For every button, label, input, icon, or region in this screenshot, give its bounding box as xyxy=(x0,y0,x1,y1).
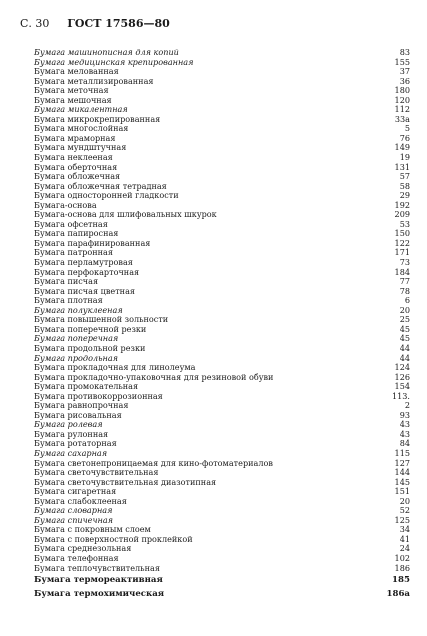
index-term: Бумага-основа xyxy=(34,199,97,210)
index-page-ref: 78 xyxy=(399,285,410,296)
index-page-ref: 6 xyxy=(404,295,410,306)
index-term: Бумага с покровным слоем xyxy=(34,524,151,535)
index-page-ref: 184 xyxy=(394,266,410,277)
index-term: Бумага прокладочно-упаковочная для резиновой обуви xyxy=(34,371,274,382)
index-page-ref: 171 xyxy=(394,247,410,258)
index-page-ref: 127 xyxy=(394,457,410,468)
index-page-ref: 19 xyxy=(399,152,410,163)
index-term: Бумага ролевая xyxy=(34,419,103,430)
page-number: С. 30 xyxy=(20,17,50,30)
index-page-ref: 34 xyxy=(399,524,410,535)
index-term: Бумага полуклееная xyxy=(34,304,123,315)
index-row xyxy=(34,573,410,587)
index-page-ref: 57 xyxy=(399,171,410,182)
index-page-ref: 29 xyxy=(399,190,410,201)
index-page-ref: 20 xyxy=(399,304,410,315)
index-page-ref: 131 xyxy=(394,161,410,172)
index-term: Бумага прокладочная для линолеума xyxy=(34,362,196,373)
index-page-ref: 150 xyxy=(394,228,410,239)
index-page-ref: 124 xyxy=(394,362,410,373)
index-term: Бумага медицинская крепированная xyxy=(34,56,194,67)
index-page-ref: 120 xyxy=(394,94,410,105)
index-term: Бумага светонепроницаемая для кино-фотоматериалов xyxy=(34,457,273,468)
index-term: Бумага-основа для шлифовальных шкурок xyxy=(34,209,217,220)
index-term: Бумага равнопрочная xyxy=(34,400,129,411)
index-page-ref: 112 xyxy=(394,104,410,115)
index-page-ref: 58 xyxy=(399,180,410,191)
index-term: Бумага повышенной зольности xyxy=(34,314,169,325)
index-page-ref: 115 xyxy=(394,447,410,458)
index-page-ref: 144 xyxy=(394,467,410,478)
index-term: Бумага ротаторная xyxy=(34,438,117,449)
index-page-ref: 93 xyxy=(399,409,410,420)
index-term: Бумага сахарная xyxy=(34,447,108,458)
index-term: Бумага патронная xyxy=(34,247,113,258)
index-page-ref: 186а xyxy=(386,589,410,600)
index-term: Бумага папиросная xyxy=(34,228,119,239)
index-term: Бумага неклееная xyxy=(34,152,113,163)
index-page-ref: 41 xyxy=(399,533,410,544)
index-term: Бумага плотная xyxy=(34,295,103,306)
index-term: Бумага словарная xyxy=(34,505,113,516)
index-page-ref: 33а xyxy=(394,113,410,124)
index-term: Бумага металлизированная xyxy=(34,75,154,86)
index-term: Бумага рулонная xyxy=(34,428,109,439)
index-term: Бумага светочувствительная диазотипная xyxy=(34,476,217,487)
index-page-ref: 192 xyxy=(394,199,410,210)
index-page-ref: 185 xyxy=(392,575,410,586)
index-term: Бумага перламутровая xyxy=(34,257,133,268)
index-term: Бумага мундштучная xyxy=(34,142,127,153)
index-term: Бумага меточная xyxy=(34,85,109,96)
index-term: Бумага оберточная xyxy=(34,161,118,172)
index-term: Бумага продольной резки xyxy=(34,342,146,353)
index-page-ref: 154 xyxy=(394,381,410,392)
index-page-ref: 180 xyxy=(394,85,410,96)
index-term: Бумага мешочная xyxy=(34,94,112,105)
index-page-ref: 77 xyxy=(399,276,410,287)
index-term: Бумага противокоррозионная xyxy=(34,390,163,401)
index-page-ref: 52 xyxy=(399,505,410,516)
index-page-ref: 186 xyxy=(394,562,410,573)
index-term: Бумага поперечная xyxy=(34,333,119,344)
index-page-ref: 73 xyxy=(399,257,410,268)
index-page-ref: 122 xyxy=(394,237,410,248)
index-term: Бумага светочувствительная xyxy=(34,467,159,478)
index-page-ref: 102 xyxy=(394,552,410,563)
index-term: Бумага обложечная xyxy=(34,171,121,182)
index-term: Бумага микрокрепированная xyxy=(34,113,161,124)
index-term: Бумага мелованная xyxy=(34,66,119,77)
index-page-ref: 37 xyxy=(399,66,410,77)
index-page-ref: 209 xyxy=(394,209,410,220)
index-term: Бумага парафинированная xyxy=(34,237,151,248)
index-term: Бумага сигаретная xyxy=(34,486,117,497)
index-term: Бумага промокательная xyxy=(34,381,139,392)
index-term: Бумага офсетная xyxy=(34,218,108,229)
index-term: Бумага телефонная xyxy=(34,552,119,563)
index-term: Бумага рисовальная xyxy=(34,409,122,420)
index-page-ref: 113. xyxy=(391,390,410,401)
index-page-ref: 84 xyxy=(399,438,410,449)
index-term: Бумага перфокарточная xyxy=(34,266,140,277)
index-page-ref: 2 xyxy=(404,400,410,411)
index-term: Бумага термохимическая xyxy=(34,589,165,600)
index-page-ref: 155 xyxy=(394,56,410,67)
index-term: Бумага слабоклееная xyxy=(34,495,127,506)
index-page-ref: 20 xyxy=(399,495,410,506)
index-term: Бумага машинописная для копий xyxy=(34,47,179,57)
index-page-ref: 53 xyxy=(399,218,410,229)
index-term: Бумага среднезольная xyxy=(34,543,132,554)
index-page-ref: 45 xyxy=(399,333,410,344)
index-page-ref: 125 xyxy=(394,514,410,525)
index-page-ref: 151 xyxy=(394,486,410,497)
index-page-ref: 149 xyxy=(394,142,410,153)
index-page-ref: 24 xyxy=(399,543,410,554)
index-term: Бумага теплочувствительная xyxy=(34,562,160,573)
index-term: Бумага с поверхностной проклейкой xyxy=(34,533,193,544)
index-row xyxy=(34,587,410,601)
index-page-ref: 44 xyxy=(399,342,410,353)
index-page-ref: 45 xyxy=(399,323,410,334)
index-page-ref: 36 xyxy=(399,75,410,86)
index-page-ref: 43 xyxy=(399,428,410,439)
index-term: Бумага писчая xyxy=(34,276,99,287)
index-term: Бумага поперечной резки xyxy=(34,323,147,334)
page-header xyxy=(20,17,170,31)
index-term: Бумага многослойная xyxy=(34,123,129,134)
index-term: Бумага спичечная xyxy=(34,514,114,525)
index-term: Бумага писчая цветная xyxy=(34,285,136,296)
index-term: Бумага обложечная тетрадная xyxy=(34,180,167,191)
document-title: ГОСТ 17586—80 xyxy=(67,17,170,30)
index-page-ref: 145 xyxy=(394,476,410,487)
index-term: Бумага продольная xyxy=(34,352,119,363)
index-page-ref: 76 xyxy=(399,132,410,143)
index-term: Бумага мраморная xyxy=(34,132,116,143)
index-term: Бумага термореактивная xyxy=(34,575,163,586)
index-term: Бумага односторонней гладкости xyxy=(34,190,179,201)
index-page-ref: 44 xyxy=(399,352,410,363)
index-page-ref: 5 xyxy=(404,123,410,134)
index-page-ref: 126 xyxy=(394,371,410,382)
term-index-list xyxy=(34,48,410,601)
index-term: Бумага микалентная xyxy=(34,104,128,115)
index-page-ref: 25 xyxy=(399,314,410,325)
index-page-ref: 83 xyxy=(399,47,410,57)
index-page-ref: 43 xyxy=(399,419,410,430)
index-row xyxy=(34,564,410,574)
